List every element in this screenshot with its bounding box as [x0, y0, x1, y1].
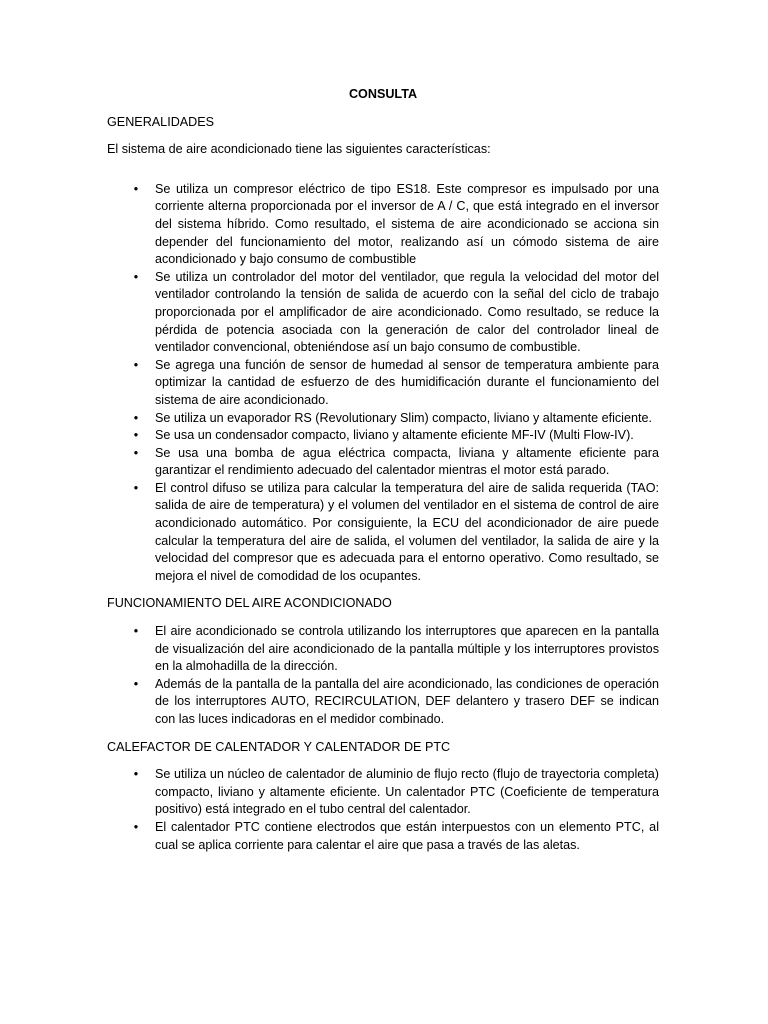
list-item [107, 427, 659, 445]
list-item-text: Se utiliza un núcleo de calentador de aluminio de flujo recto (flujo de trayectoria completa) compacto, liviano y altamente eficiente. Un calentador PTC (Coeficiente de temperatura positivo) está integrado en el tubo central del calentador. [155, 767, 659, 817]
bullet-icon: • [133, 181, 139, 196]
list-item-text: Se utiliza un compresor eléctrico de tipo ES18. Este compresor es impulsado por una corriente alterna proporcionada por el inversor de A / C, que está integrado en el inversor del sistema híbrido. Como resultado, el sistema de aire acondicionado se acciona sin depender del funcionamiento del motor, realizando así un cómodo sistema de aire acondicionado y bajo consumo de combustible [155, 181, 659, 267]
list-item-text: Se usa un condensador compacto, liviano y altamente eficiente MF-IV (Multi Flow-IV). [155, 428, 634, 443]
document-title: CONSULTA [348, 87, 418, 101]
list-item-text: El aire acondicionado se controla utilizando los interruptores que aparecen en la pantalla de visualización del aire acondicionado de la pantalla múltiple y los interruptores provistos en la almohadilla de la dirección. [155, 624, 659, 674]
list-item-text: Se utiliza un controlador del motor del ventilador, que regula la velocidad del motor del ventilador controlando la tensión de salida de acuerdo con la señal del ciclo de trabajo proporcionada por el amplificador de aire acondicionado. Como resultado, se reduce la pérdida de potencia asociada con la generación de calor del controlador lineal de ventilador convencional, obteniéndose así un bajo consumo de combustible. [155, 269, 659, 355]
bullet-icon: • [133, 428, 139, 443]
list-item [107, 766, 659, 819]
list-item-text: Además de la pantalla de la pantalla del aire acondicionado, las condiciones de operación de los interruptores AUTO, RECIRCULATION, DEF delantero y trasero DEF se indican con las luces indicadoras en el medidor combinado. [155, 676, 659, 726]
bullet-icon: • [133, 480, 139, 495]
list-item [107, 623, 659, 676]
bullet-icon: • [133, 624, 139, 639]
bullet-icon: • [133, 767, 139, 782]
section-intro: El sistema de aire acondicionado tiene las siguientes características: [107, 142, 491, 157]
document-page [107, 86, 659, 864]
list-item-text: El control difuso se utiliza para calcular la temperatura del aire de salida requerida (TAO: salida de aire de temperatura) y el volumen del ventilador en el sistema de control de aire acondicionado automático. Por consiguiente, la ECU del acondicionador de aire puede calcular la temperatura del aire de salida, el volumen del ventilador, la salida de aire y la velocidad del compresor que es adecuada para el entorno operativo. Como resultado, se mejora el nivel de comodidad de los ocupantes. [155, 480, 659, 583]
bullet-list-funcionamiento [107, 623, 659, 729]
bullet-icon: • [133, 676, 139, 691]
list-item-text: Se utiliza un evaporador RS (Revolutionary Slim) compacto, liviano y altamente eficiente. [155, 410, 652, 425]
section-heading-generalidades: GENERALIDADES [107, 114, 215, 129]
list-item [107, 445, 659, 480]
list-item [107, 410, 659, 428]
bullet-list-generalidades [107, 181, 659, 586]
bullet-list-calefactor [107, 766, 659, 854]
bullet-icon: • [133, 269, 139, 284]
list-item [107, 480, 659, 586]
list-item-text: Se agrega una función de sensor de humedad al sensor de temperatura ambiente para optimizar la cantidad de esfuerzo de des humidificación durante el funcionamiento del sistema de aire acondicionado. [155, 357, 659, 407]
list-item [107, 819, 659, 854]
bullet-icon: • [133, 819, 139, 834]
section-heading-funcionamiento: FUNCIONAMIENTO DEL AIRE ACONDICIONADO [107, 596, 392, 611]
list-item [107, 269, 659, 357]
section-heading-calefactor: CALEFACTOR DE CALENTADOR Y CALENTADOR DE PTC [107, 739, 451, 754]
bullet-icon: • [133, 410, 139, 425]
list-item [107, 357, 659, 410]
bullet-icon: • [133, 445, 139, 460]
list-item-text: El calentador PTC contiene electrodos que están interpuestos con un elemento PTC, al cual se aplica corriente para calentar el aire que pasa a través de las aletas. [155, 819, 659, 852]
bullet-icon: • [133, 357, 139, 372]
list-item [107, 676, 659, 729]
list-item-text: Se usa una bomba de agua eléctrica compacta, liviana y altamente eficiente para garantizar el rendimiento adecuado del calentador mientras el motor está parado. [155, 445, 659, 478]
list-item [107, 181, 659, 269]
